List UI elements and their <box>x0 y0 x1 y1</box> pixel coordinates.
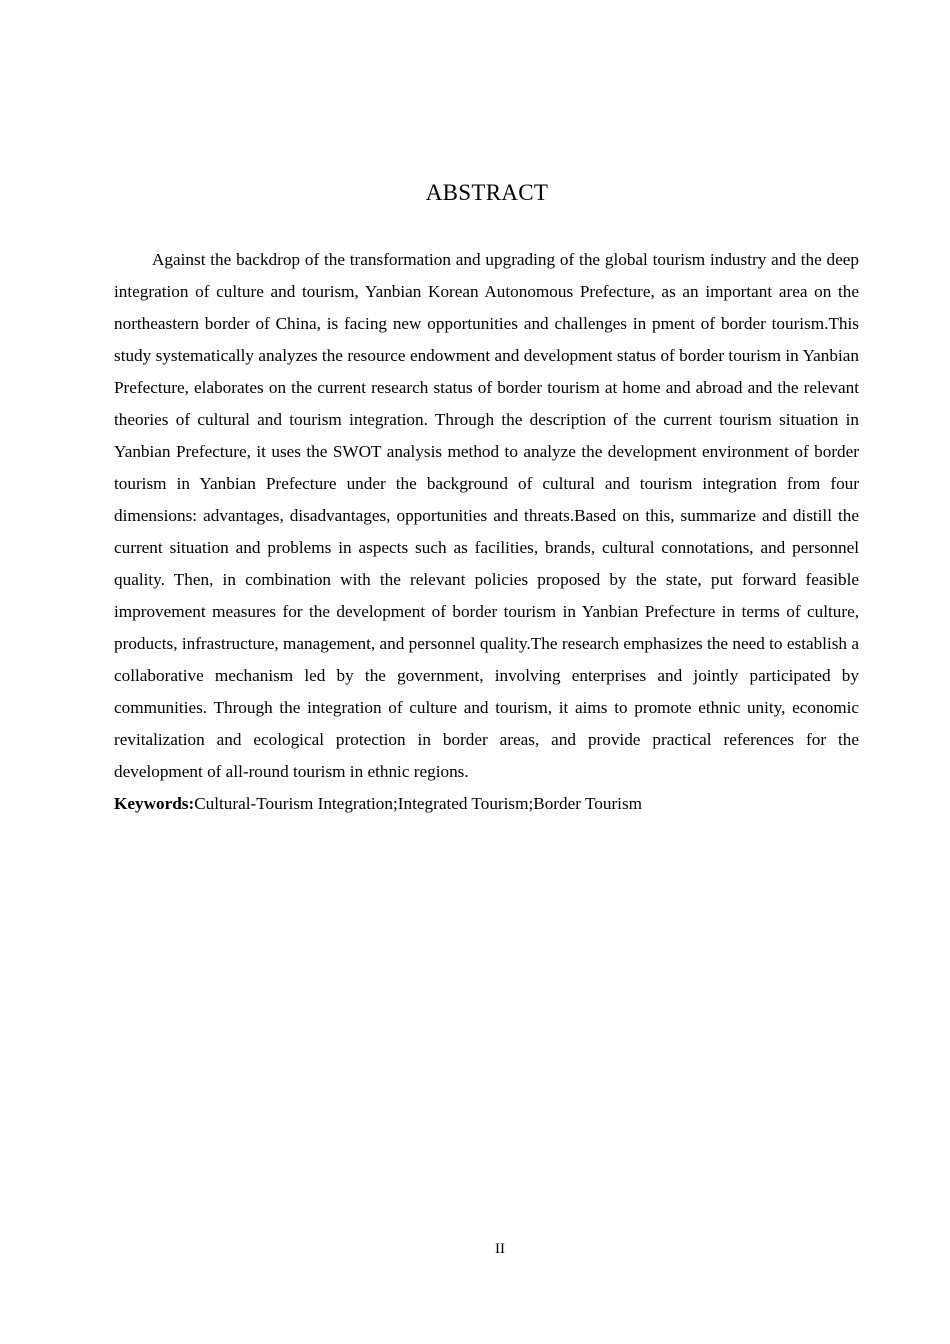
page-number: II <box>495 1241 505 1257</box>
abstract-paragraph: Against the backdrop of the transformation and upgrading of the global tourism industry and the deep integration of culture and tourism, Yanbian Korean Autonomous Prefecture, as an important area on the northeastern border of China, is facing new opportunities and challenges in pment of border tourism.This study systematically analyzes the resource endowment and development status of border tourism in Yanbian Prefecture, elaborates on the current research status of border tourism at home and abroad and the relevant theories of cultural and tourism integration. Through the description of the current tourism situation in Yanbian Prefecture, it uses the SWOT analysis method to analyze the development environment of border tourism in Yanbian Prefecture under the background of cultural and tourism integration from four dimensions: advantages, disadvantages, opportunities and threats.Based on this, summarize and distill the current situation and problems in aspects such as facilities, brands, cultural connotations, and personnel quality. Then, in combination with the relevant policies proposed by the state, put forward feasible improvement measures for the development of border tourism in Yanbian Prefecture in terms of culture, products, infrastructure, management, and personnel quality.The research emphasizes the need to establish a collaborative mechanism led by the government, involving enterprises and jointly participated by communities. Through the integration of culture and tourism, it aims to promote ethnic unity, economic revitalization and ecological protection in border areas, and provide practical references for the development of all-round tourism in ethnic regions. <box>114 250 859 781</box>
keywords-line <box>114 788 859 820</box>
keywords-text: Cultural-Tourism Integration;Integrated Tourism;Border Tourism <box>194 794 642 813</box>
abstract-title: ABSTRACT <box>425 180 549 205</box>
keywords-label: Keywords: <box>114 794 195 813</box>
abstract-body <box>114 244 859 820</box>
